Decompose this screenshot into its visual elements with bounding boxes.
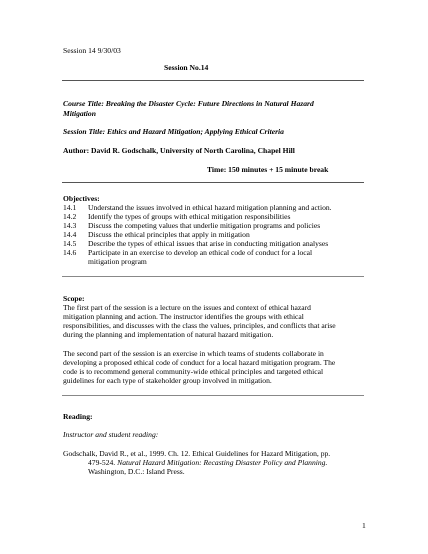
session-number: Session No.14 xyxy=(164,63,209,72)
objective-number: 14.6 xyxy=(63,248,77,257)
reading-subheading: Instructor and student reading: xyxy=(63,430,159,439)
reference-line3: Washington, D.C.: Island Press. xyxy=(88,467,185,476)
reference-line1: Godschalk, David R., et al., 1999. Ch. 12. Ethical Guidelines for Hazard Mitigation, pp. xyxy=(63,449,331,458)
scope-paragraph2-line: code is to recommend general community-wide ethical principles and targeted ethical xyxy=(63,367,324,376)
objective-text: Understand the issues involved in ethical hazard mitigation planning and action. xyxy=(88,203,332,212)
author-line: Author: David R. Godschalk, University of North Carolina, Chapel Hill xyxy=(63,146,295,155)
scope-paragraph1-line: The first part of the session is a lecture on the issues and context of ethical hazard xyxy=(63,303,311,312)
objective-number: 14.1 xyxy=(63,203,77,212)
scope-paragraph2-line: guidelines for each type of stakeholder group involved in mitigation. xyxy=(63,376,272,385)
course-title-line2: Mitigation xyxy=(63,109,96,118)
objective-number: 14.3 xyxy=(63,221,77,230)
divider-after-time xyxy=(62,182,364,183)
objective-number: 14.4 xyxy=(63,230,77,239)
scope-paragraph1-line: during the planning and implementation of natural hazard mitigation. xyxy=(63,330,274,339)
scope-paragraph1-line: mitigation planning and action. The instructor identifies the groups with ethical xyxy=(63,312,304,321)
objective-text: Describe the types of ethical issues that arise in conducting mitigation analyses xyxy=(88,239,329,248)
objective-text: Participate in an exercise to develop an ethical code of conduct for a local xyxy=(88,248,313,257)
objective-text: Discuss the competing values that underlie mitigation programs and policies xyxy=(88,221,321,230)
reference-line2 xyxy=(88,458,327,467)
course-title-text: Breaking the Disaster Cycle: Future Directions in Natural Hazard xyxy=(105,99,314,108)
scope-heading: Scope: xyxy=(63,294,85,303)
reference-pages: 479-524. xyxy=(88,458,116,467)
scope-paragraph2-line: developing a proposed ethical code of conduct for a local hazard mitigation program. The xyxy=(63,358,336,367)
divider-top xyxy=(62,80,364,81)
reference-book-title: Natural Hazard Mitigation: Recasting Disaster Policy and Planning. xyxy=(117,458,328,467)
scope-paragraph2-line: The second part of the session is an exercise in which teams of students collaborate in xyxy=(63,349,324,358)
objectives-heading: Objectives: xyxy=(63,194,100,203)
course-title-label: Course Title: xyxy=(63,99,104,108)
session-date: Session 14 9/30/03 xyxy=(63,46,121,55)
objective-number: 14.5 xyxy=(63,239,77,248)
divider-after-scope xyxy=(62,395,364,396)
session-title-label: Session Title: xyxy=(63,127,106,136)
scope-paragraph1-line: responsibilities, and discusses with the class the values, principles, and conflicts that arise xyxy=(63,321,336,330)
objective-text-continued: mitigation program xyxy=(88,257,147,266)
session-title xyxy=(63,127,284,136)
objective-number: 14.2 xyxy=(63,212,77,221)
divider-after-objectives xyxy=(62,276,364,277)
time-line: Time: 150 minutes + 15 minute break xyxy=(207,165,329,174)
session-title-text: Ethics and Hazard Mitigation; Applying Ethical Criteria xyxy=(107,127,284,136)
reading-heading: Reading: xyxy=(63,412,93,421)
objective-text: Identify the types of groups with ethical mitigation responsibilities xyxy=(88,212,291,221)
objective-text: Discuss the ethical principles that apply in mitigation xyxy=(88,230,250,239)
page-number: 1 xyxy=(362,521,366,530)
course-title-line1 xyxy=(63,99,314,108)
